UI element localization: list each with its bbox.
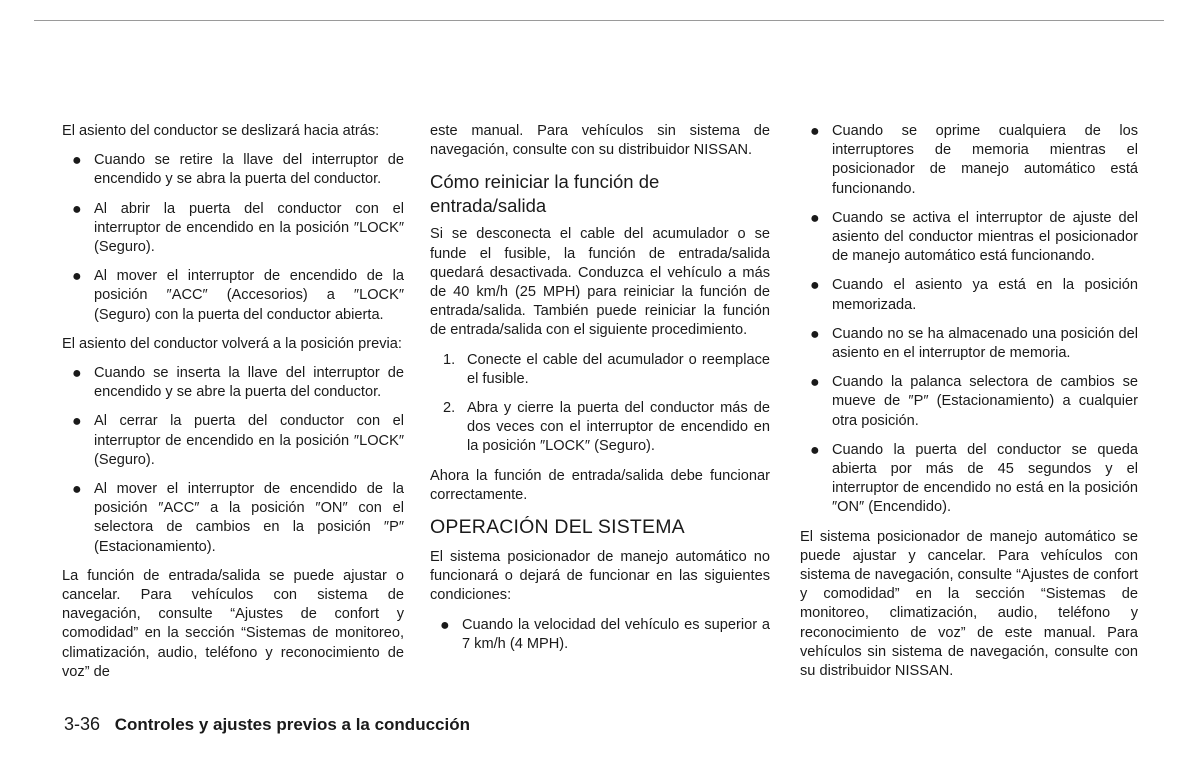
section-heading-system-operation: OPERACIÓN DEL SISTEMA bbox=[430, 516, 685, 539]
list-item-text: Cuando no se ha almacenado una posición del asiento en el interruptor de memoria. bbox=[832, 325, 1138, 362]
list-item bbox=[62, 200, 404, 258]
list-item bbox=[430, 616, 770, 654]
list-item-text: Al cerrar la puerta del conductor con el interruptor de encendido en la posición ″LOCK″ (Seguro). bbox=[94, 413, 404, 468]
list-item bbox=[800, 325, 1138, 363]
paragraph: El sistema posicionador de manejo automático no funcionará o dejará de funcionar en las siguientes condiciones: bbox=[430, 549, 770, 604]
step-text: Conecte el cable del acumulador o reemplace el fusible. bbox=[467, 351, 770, 387]
bullet-list bbox=[800, 122, 1138, 518]
list-item bbox=[430, 351, 770, 389]
list-item bbox=[800, 276, 1138, 314]
list-item-text: Cuando la puerta del conductor se queda abierta por más de 45 segundos y el interruptor de encendido no está en la posición ″ON″ (Encendido). bbox=[832, 441, 1138, 516]
bullet-list bbox=[430, 616, 770, 654]
list-item-text: Al mover el interruptor de encendido de la posición ″ACC″ (Accesorios) a ″LOCK″ (Seguro) con la puerta del conductor abierta. bbox=[94, 268, 404, 323]
paragraph: Si se desconecta el cable del acumulador o se funde el fusible, la función de entrada/salida quedará desactivada. Conduzca el vehículo a más de 40 km/h (25 MPH) para reiniciar la función de entrada/salida. También puede reiniciar la función de entrada/salida con el siguiente procedimiento. bbox=[430, 226, 770, 339]
list-item bbox=[62, 412, 404, 470]
step-number: 1. bbox=[443, 351, 456, 368]
step-text: Abra y cierre la puerta del conductor más de dos veces con el interruptor de encendido en la posición ″LOCK″ (Seguro). bbox=[467, 400, 770, 455]
bullet-icon: ● bbox=[72, 481, 82, 499]
chapter-title: Controles y ajustes previos a la conducción bbox=[114, 715, 470, 734]
list-item-text: Cuando se inserta la llave del interruptor de encendido y se abre la puerta del conductor. bbox=[94, 365, 404, 401]
list-item-text: Cuando la palanca selectora de cambios se mueve de ″P″ (Estacionamiento) a cualquier otra posición. bbox=[832, 374, 1138, 429]
list-item bbox=[62, 151, 404, 189]
page-footer bbox=[64, 714, 470, 735]
list-item bbox=[800, 122, 1138, 199]
list-item bbox=[62, 364, 404, 402]
paragraph: El sistema posicionador de manejo automático se puede ajustar y cancelar. Para vehículos con sistema de navegación, consulte “Ajustes de confort y comodidad” en la sección “Sistemas de monitoreo, climatización, audio, teléfono y reconocimiento de voz” de este manual. Para vehículos sin sistema de navegación, consulte con su distribuidor NISSAN. bbox=[800, 528, 1138, 680]
column-left bbox=[62, 122, 404, 692]
column-right bbox=[800, 122, 1138, 691]
list-item-text: Cuando se activa el interruptor de ajuste del asiento del conductor mientras el posicionador de manejo automático está funcionando. bbox=[832, 209, 1138, 265]
bullet-icon: ● bbox=[72, 268, 82, 286]
list-item bbox=[62, 267, 404, 325]
bullet-icon: ● bbox=[810, 123, 820, 140]
top-rule bbox=[34, 20, 1164, 21]
bullet-icon: ● bbox=[72, 152, 82, 170]
bullet-icon: ● bbox=[72, 413, 82, 431]
bullet-icon: ● bbox=[810, 277, 820, 295]
paragraph: este manual. Para vehículos sin sistema de navegación, consulte con su distribuidor NISSAN. bbox=[430, 123, 770, 159]
list-item-text: Al mover el interruptor de encendido de la posición ″ACC″ a la posición ″ON″ con el selectora de cambios en la posición ″P″ (Estacionamiento). bbox=[94, 481, 404, 555]
bullet-icon: ● bbox=[440, 616, 450, 634]
page-number: 3-36 bbox=[64, 714, 101, 734]
list-item bbox=[430, 399, 770, 457]
bullet-icon: ● bbox=[810, 374, 820, 392]
paragraph: La función de entrada/salida se puede ajustar o cancelar. Para vehículos con sistema de navegación, consulte “Ajustes de confort y comodidad” en la sección “Sistemas de monitoreo, climatización, audio, teléfono y reconocimiento de voz” de bbox=[62, 567, 404, 680]
paragraph: El asiento del conductor volverá a la posición previa: bbox=[62, 335, 402, 352]
list-item-text: Cuando la velocidad del vehículo es superior a 7 km/h (4 MPH). bbox=[462, 616, 770, 652]
list-item-text: Cuando se retire la llave del interruptor de encendido y se abra la puerta del conductor. bbox=[94, 152, 404, 188]
bullet-icon: ● bbox=[72, 365, 82, 383]
numbered-list bbox=[430, 351, 770, 457]
bullet-icon: ● bbox=[72, 200, 82, 218]
bullet-icon: ● bbox=[810, 325, 820, 343]
paragraph: El asiento del conductor se deslizará hacia atrás: bbox=[62, 123, 380, 139]
subheading-reset-function: Cómo reiniciar la función de entrada/salida bbox=[430, 171, 660, 217]
bullet-icon: ● bbox=[810, 441, 820, 459]
list-item-text: Cuando se oprime cualquiera de los interruptores de memoria mientras el posicionador de manejo automático está funcionando. bbox=[832, 123, 1138, 197]
list-item bbox=[800, 209, 1138, 267]
bullet-icon: ● bbox=[810, 209, 820, 227]
bullet-list bbox=[62, 151, 404, 325]
list-item-text: Al abrir la puerta del conductor con el interruptor de encendido en la posición ″LOCK″ (Seguro). bbox=[94, 200, 404, 256]
list-item-text: Cuando el asiento ya está en la posición memorizada. bbox=[832, 277, 1138, 313]
bullet-list bbox=[62, 364, 404, 557]
list-item bbox=[800, 441, 1138, 518]
paragraph: Ahora la función de entrada/salida debe funcionar correctamente. bbox=[430, 467, 770, 503]
step-number: 2. bbox=[443, 400, 456, 417]
column-middle bbox=[430, 122, 770, 664]
list-item bbox=[800, 373, 1138, 431]
list-item bbox=[62, 480, 404, 557]
